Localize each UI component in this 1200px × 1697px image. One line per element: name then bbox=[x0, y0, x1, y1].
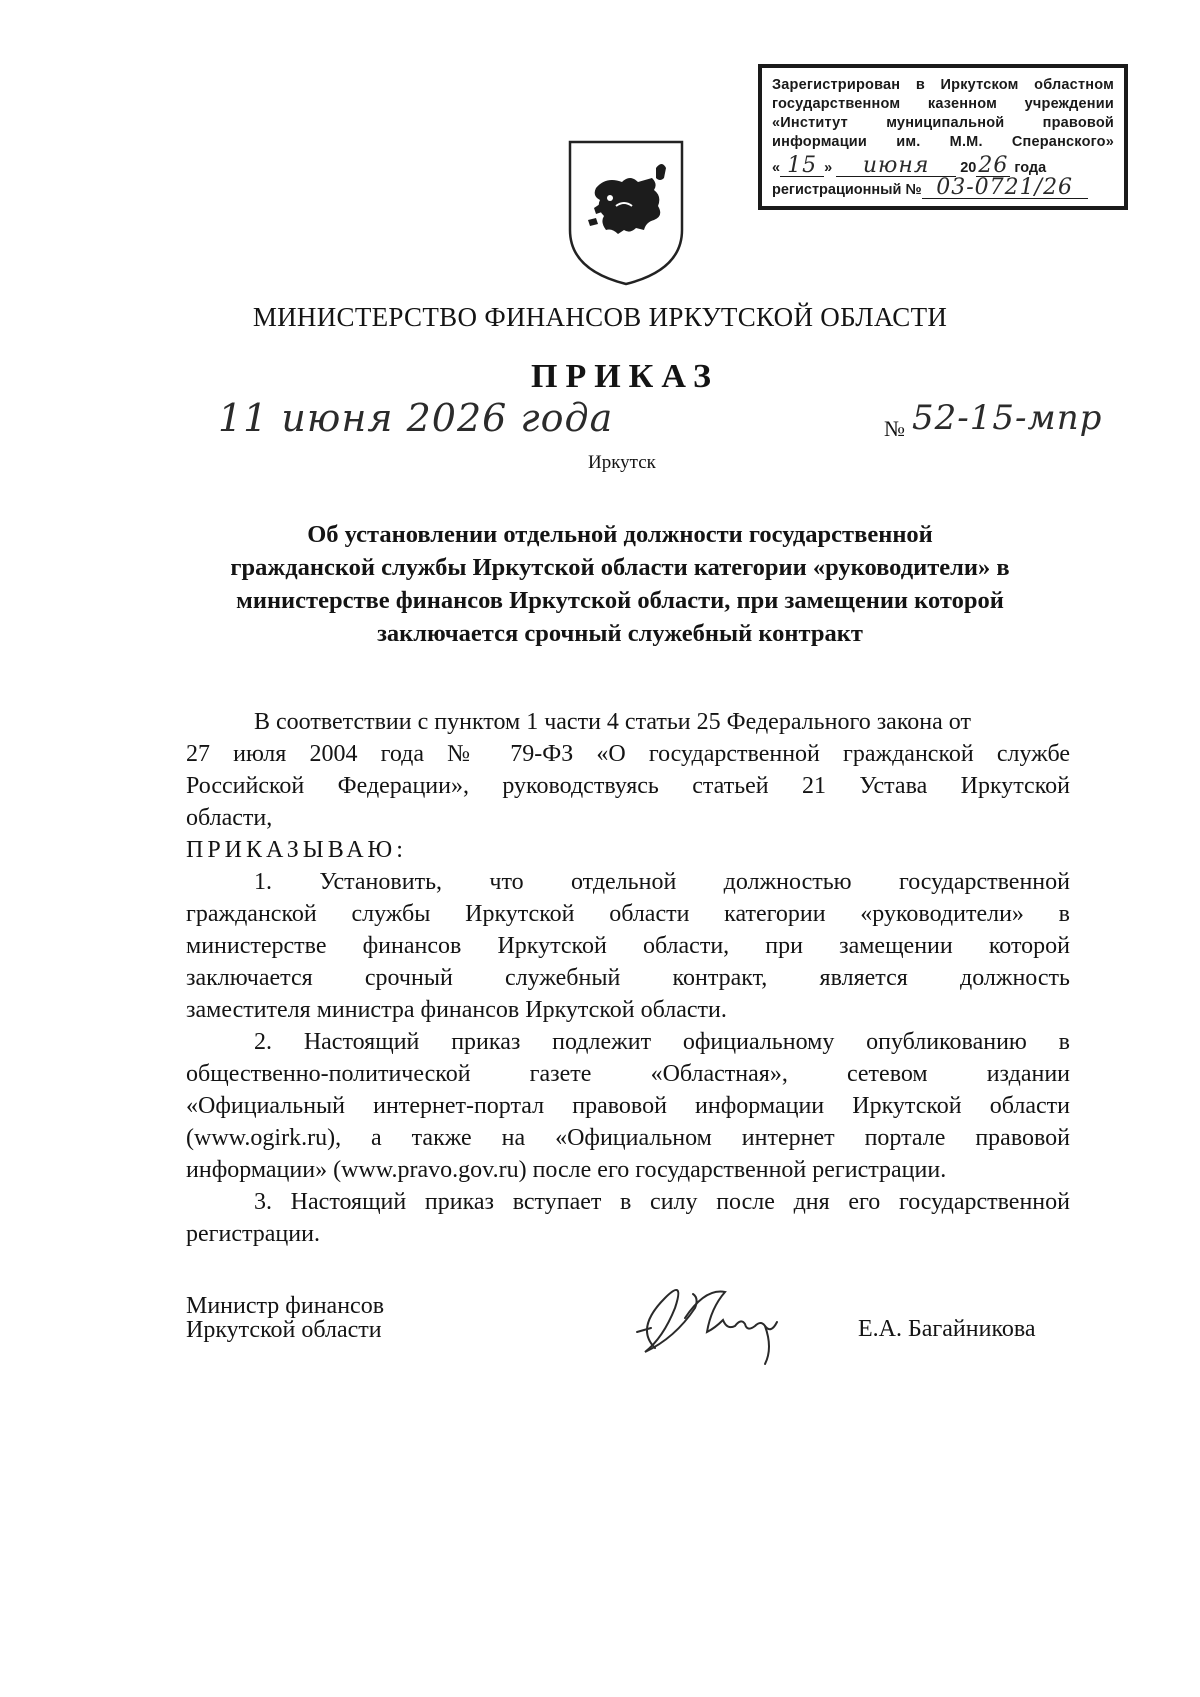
handwritten-signature-icon bbox=[615, 1268, 815, 1368]
item-2-line-4: (www.ogirk.ru), а также на «Официальном интернет портале правовой bbox=[186, 1125, 1070, 1151]
preamble-line-2: 27 июля 2004 года № 79-ФЗ «О государственной гражданской службе bbox=[186, 741, 1070, 767]
registration-stamp bbox=[758, 64, 1128, 210]
item-1-line-1: 1. Установить, что отдельной должностью государственной bbox=[254, 869, 1070, 895]
preamble-line-3: Российской Федерации», руководствуясь статьей 21 Устава Иркутской bbox=[186, 773, 1070, 799]
stamp-reg-number: 03-0721/26 bbox=[922, 178, 1088, 199]
item-2-line-3: «Официальный интернет-портал правовой информации Иркутской области bbox=[186, 1093, 1070, 1119]
stamp-year-prefix: 20 bbox=[960, 160, 977, 176]
item-2-line-5: информации» (www.pravo.gov.ru) после его государственной регистрации. bbox=[186, 1157, 947, 1183]
item-2-line-1: 2. Настоящий приказ подлежит официальному опубликованию в bbox=[254, 1029, 1070, 1055]
stamp-reg-label: регистрационный № bbox=[772, 182, 922, 198]
document-body bbox=[186, 706, 1070, 1250]
preamble-line-1: В соответствии с пунктом 1 части 4 статьи 25 Федерального закона от bbox=[254, 709, 971, 735]
subject-line-2: гражданской службы Иркутской области категории «руководители» в bbox=[230, 554, 1010, 581]
item-1-line-3: министерстве финансов Иркутской области, при замещении которой bbox=[186, 933, 1070, 959]
signatory-position bbox=[186, 1294, 384, 1342]
stamp-date-close: » bbox=[824, 160, 833, 176]
signatory-name: Е.А. Багайникова bbox=[858, 1316, 1036, 1342]
stamp-year-suffix: 26 bbox=[978, 153, 1009, 178]
item-1-line-4: заключается срочный служебный контракт, является должность bbox=[186, 965, 1070, 991]
city: Иркутск bbox=[588, 452, 656, 473]
preamble-line-4: области, bbox=[186, 805, 273, 831]
number-label: № bbox=[884, 416, 905, 441]
stamp-date-open: « bbox=[772, 160, 781, 176]
signatory-position-line-2: Иркутской области bbox=[186, 1317, 382, 1343]
handwritten-number: 52-15-мпр bbox=[912, 398, 1103, 438]
item-3-line-1: 3. Настоящий приказ вступает в силу после дня его государственной bbox=[254, 1189, 1070, 1215]
stamp-line-4: информации им. М.М. Сперанского» bbox=[772, 134, 1114, 150]
stamp-date-month: июня bbox=[836, 156, 956, 177]
ministry-name: МИНИСТЕРСТВО ФИНАНСОВ ИРКУТСКОЙ ОБЛАСТИ bbox=[252, 302, 948, 332]
item-3-line-2: регистрации. bbox=[186, 1221, 320, 1247]
subject-line-3: министерстве финансов Иркутской области, при замещении которой bbox=[236, 587, 1004, 614]
handwritten-date: 11 июня 2026 года bbox=[218, 396, 614, 440]
document-subject bbox=[170, 518, 1070, 650]
item-1-line-2: гражданской службы Иркутской области категории «руководители» в bbox=[186, 901, 1070, 927]
stamp-line-1: Зарегистрирован в Иркутском областном bbox=[772, 77, 1114, 93]
subject-line-1: Об установлении отдельной должности государственной bbox=[307, 521, 933, 548]
stamp-line-2: государственном казенном учреждении bbox=[772, 96, 1114, 112]
stamp-year-word: года bbox=[1014, 160, 1047, 176]
stamp-line-3: «Институт муниципальной правовой bbox=[772, 115, 1114, 131]
stamp-date-day: 15 bbox=[780, 156, 824, 177]
stamp-reg-row bbox=[772, 175, 1114, 200]
document-type: ПРИКАЗ bbox=[531, 358, 719, 395]
coat-of-arms-icon bbox=[566, 138, 686, 288]
item-2-line-2: общественно-политической газете «Областная», сетевом издании bbox=[186, 1061, 1070, 1087]
item-1-line-5: заместителя министра финансов Иркутской области. bbox=[186, 997, 727, 1023]
signatory-position-line-1: Министр финансов bbox=[186, 1293, 385, 1319]
order-word: ПРИКАЗЫВАЮ: bbox=[186, 837, 407, 863]
subject-line-4: заключается срочный служебный контракт bbox=[377, 620, 863, 647]
